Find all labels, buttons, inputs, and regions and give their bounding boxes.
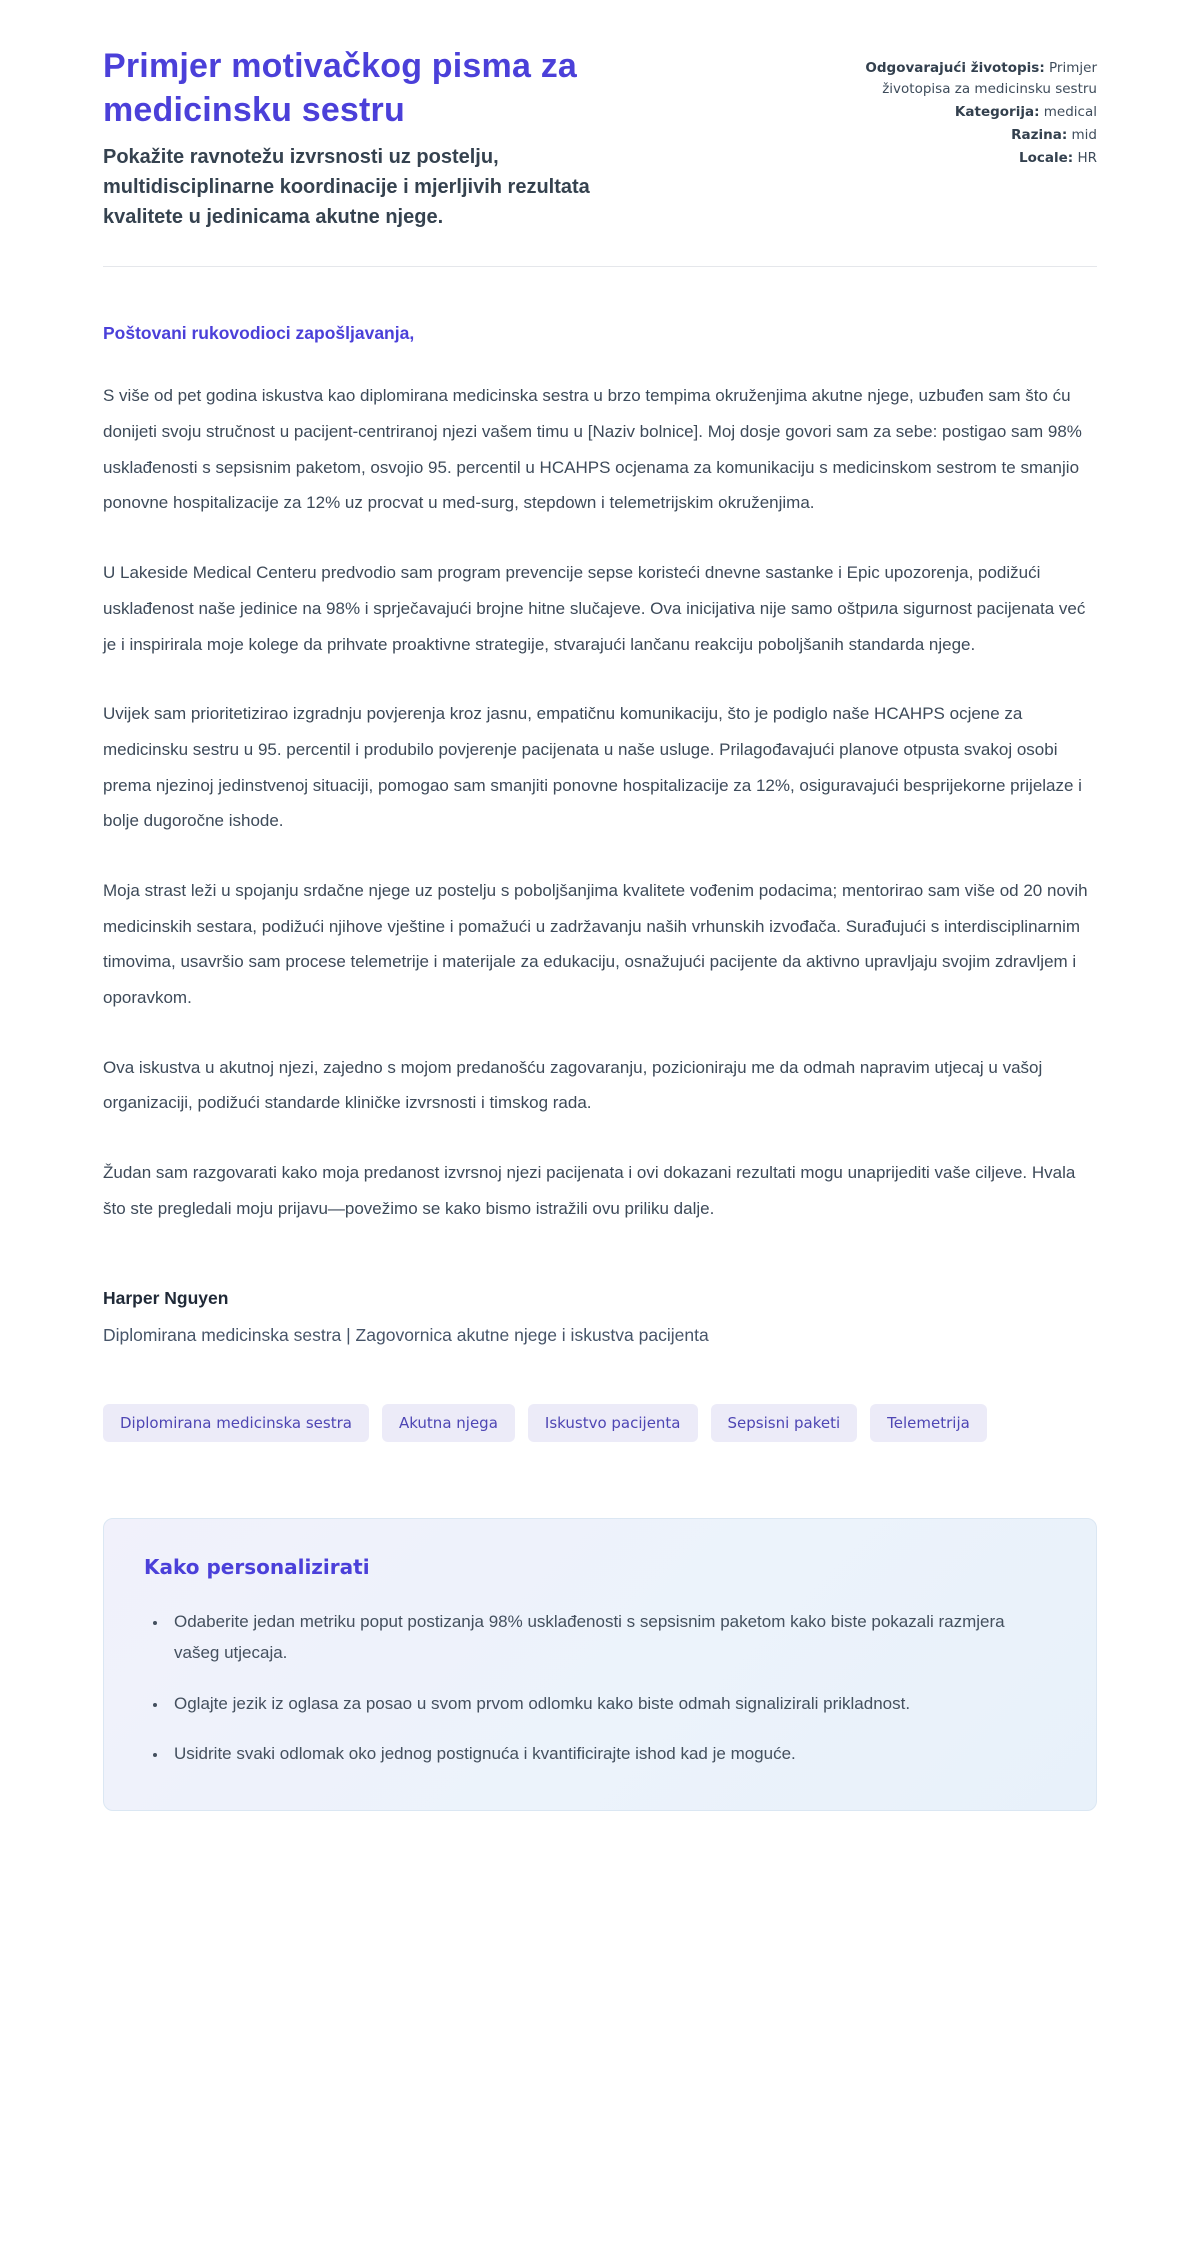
tip-item: • Oglajte jezik iz oglasa za posao u svom prvom odlomku kako biste odmah signalizirali prikladnost. bbox=[168, 1689, 1048, 1720]
meta-category-value: medical bbox=[1043, 103, 1097, 120]
page-subtitle: Pokažite ravnotežu izvrsnosti uz postelju, multidisciplinarne koordinacije i mjerljivih rezultata kvalitete u jedinicama akutne njege. bbox=[103, 146, 590, 229]
header-title-block bbox=[103, 44, 683, 232]
letter-paragraph: Žudan sam razgovarati kako moja predanost izvrsnoj njezi pacijenata i ovi dokazani rezultati mogu unaprijediti vaše ciljeve. Hvala što ste pregledali moju prijavu—povežimo se kako bismo istražili ovu priliku dalje. bbox=[103, 1163, 1076, 1218]
letter-paragraph: S više od pet godina iskustva kao diplomirana medicinska sestra u brzo tempima okruženjima akutne njege, uzbuđen sam što ću donijeti svoju stručnost u pacijent-centriranoj njezi vašem timu u [Naziv bolnice]. Moj dosje govori sam za sebe: postigao sam 98% usklađenosti s sepsisnim paketom, osvojio 95. percentil u HCAHPS ocjenama za komunikaciju s medicinskom sestrom te smanjio ponovne hospitalizacije za 12% uz procvat u med-surg, stepdown i telemetrijskim okruženjima. bbox=[103, 386, 1082, 513]
meta-matching-resume-value: Primjer životopisa za medicinsku sestru bbox=[882, 60, 1097, 97]
tag-chip-sepsis-bundles[interactable]: Sepsisni paketi bbox=[711, 1404, 858, 1442]
meta-panel bbox=[847, 44, 1097, 171]
meta-matching-resume bbox=[847, 58, 1097, 100]
letter-paragraph: Ova iskustva u akutnoj njezi, zajedno s mojom predanošću zagovaranju, pozicioniraju me da odmah napravim utjecaj u vašoj organizaciji, podižući standarde kliničke izvrsnosti i timskog rada. bbox=[103, 1057, 1043, 1113]
signature-role: Diplomirana medicinska sestra | Zagovornica akutne njege i iskustva pacijenta bbox=[103, 1325, 709, 1346]
meta-level-value: mid bbox=[1071, 126, 1097, 143]
meta-locale-label: Locale: bbox=[1018, 149, 1074, 166]
meta-locale-value: HR bbox=[1077, 149, 1097, 166]
letter-body bbox=[103, 323, 1097, 1226]
signature-block bbox=[103, 1288, 1097, 1346]
page-header bbox=[103, 44, 1097, 232]
meta-category bbox=[847, 102, 1097, 123]
meta-level-label: Razina: bbox=[1011, 126, 1068, 143]
letter-paragraph: Uvijek sam prioritetizirao izgradnju povjerenja kroz jasnu, empatičnu komunikaciju, što je podiglo naše HCAHPS ocjene za medicinsku sestru u 95. percentil i produbilo povjerenje pacijenata u naše usluge. Prilagođavajući planove otpusta svakoj osobi prema njezinoj jedinstvenoj situaciji, pomogao sam smanjiti ponovne hospitalizacije za 12%, osiguravajući besprijekorne prijelaze i bolje dugoročne ishode. bbox=[103, 704, 1082, 831]
tip-item: • Odaberite jedan metriku poput postizanja 98% usklađenosti s sepsisnim paketom kako biste pokazali razmjera vašeg utjecaja. bbox=[168, 1607, 1048, 1668]
meta-matching-resume-label: Odgovarajući životopis: bbox=[865, 60, 1045, 76]
meta-locale bbox=[847, 148, 1097, 169]
tag-chip-registered-nurse[interactable]: Diplomirana medicinska sestra bbox=[103, 1404, 369, 1442]
tag-chip-patient-experience[interactable]: Iskustvo pacijenta bbox=[528, 1404, 698, 1442]
signature-name: Harper Nguyen bbox=[103, 1288, 229, 1309]
tag-list bbox=[103, 1404, 1097, 1442]
letter-paragraph: U Lakeside Medical Centeru predvodio sam program prevencije sepse koristeći dnevne sastanke i Epic upozorenja, podižući usklađenost naše jedinice na 98% i sprječavajući brojne hitne slučajeve. Ova inicijativa nije samo oštрила sigurnost pacijenata već je i inspirirala moje kolege da prihvate proaktivne strategije, stvarajući lančanu reakciju poboljšanih standarda njege. bbox=[103, 563, 1086, 654]
tips-list bbox=[144, 1607, 1056, 1769]
tag-chip-acute-care[interactable]: Akutna njega bbox=[382, 1404, 515, 1442]
personalization-tips-box bbox=[103, 1518, 1097, 1810]
tip-item: • Usidrite svaki odlomak oko jednog postignuća i kvantificirajte ishod kad je moguće. bbox=[168, 1739, 1048, 1770]
letter-paragraph: Moja strast leži u spojanju srdačne njege uz postelju s poboljšanjima kvalitete vođenim podacima; mentorirao sam više od 20 novih medicinskih sestara, podižući njihove vještine i pomažući u zadržavanju naših vrhunskih izvođača. Surađujući s interdisciplinarnim timovima, usavršio sam procese telemetrije i materijale za edukaciju, osnažujući pacijente da aktivno upravljaju svojim zdravljem i oporavkom. bbox=[103, 880, 1088, 1007]
tips-heading: Kako personalizirati bbox=[144, 1555, 370, 1580]
tag-chip-telemetry[interactable]: Telemetrija bbox=[870, 1404, 987, 1442]
page-container bbox=[103, 0, 1097, 1881]
header-divider bbox=[103, 266, 1097, 267]
meta-level bbox=[847, 125, 1097, 146]
letter-greeting: Poštovani rukovodioci zapošljavanja, bbox=[103, 323, 415, 344]
page-title: Primjer motivačkog pisma za medicinsku sestru bbox=[103, 47, 578, 130]
meta-category-label: Kategorija: bbox=[954, 103, 1040, 120]
